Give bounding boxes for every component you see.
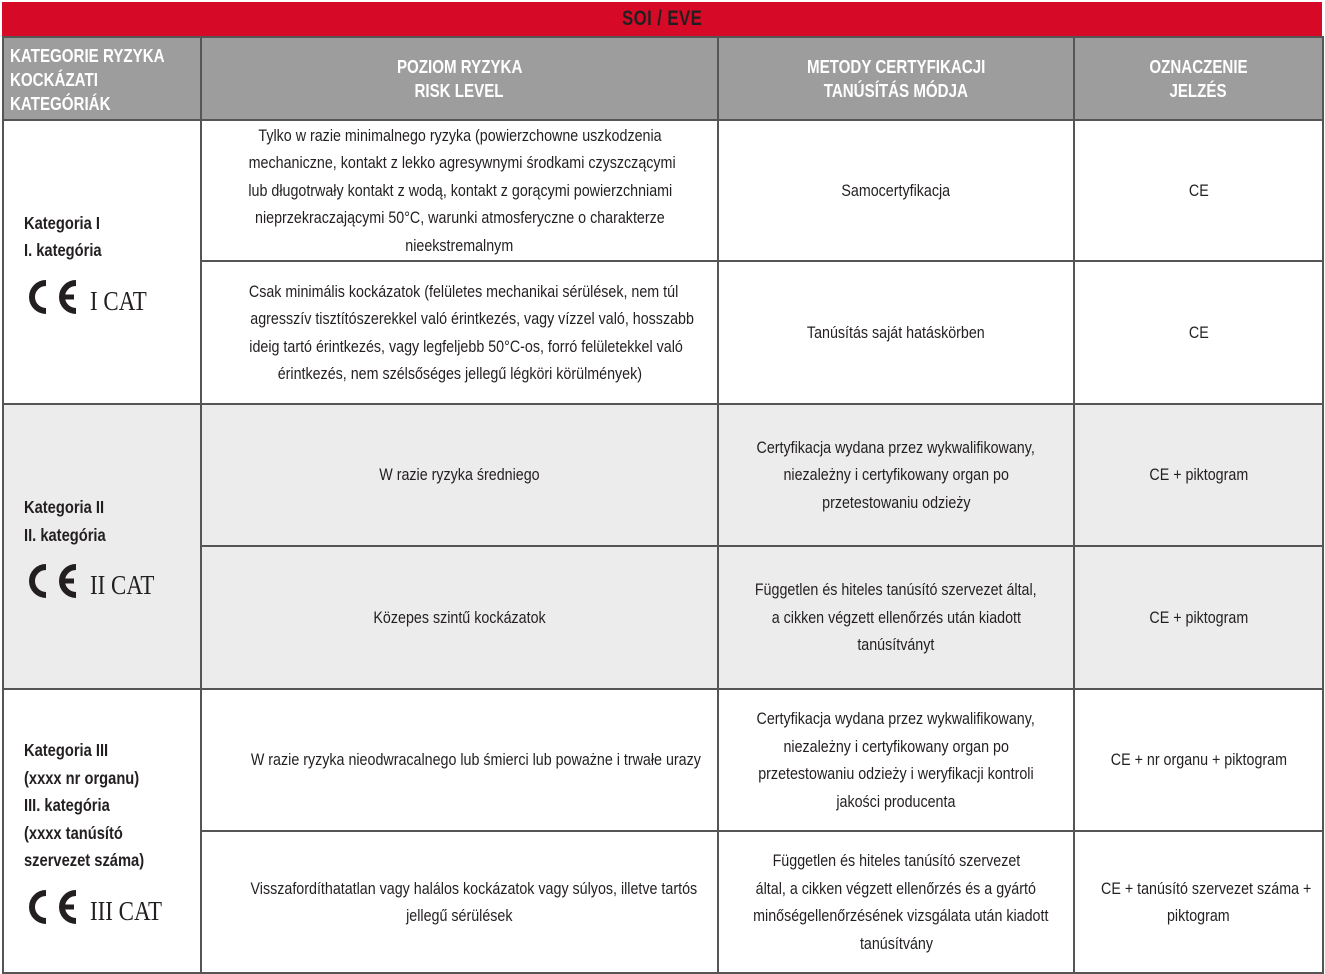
category-line: III. kategória	[24, 795, 110, 816]
risk-level-line: nieekstremalnym	[405, 235, 514, 255]
certification-cell	[718, 120, 1074, 261]
ce-category-mark	[24, 279, 194, 315]
certification-cell	[718, 404, 1074, 546]
marking-cell	[1074, 404, 1323, 546]
marking-cell	[1074, 831, 1323, 973]
risk-level-cell	[201, 404, 718, 546]
certification-cell	[718, 261, 1074, 404]
category-cell	[3, 404, 201, 689]
certification-line: przetestowaniu odzieży	[821, 492, 971, 512]
header-line: POZIOM RYZYKA	[396, 56, 523, 77]
marking-line: CE	[1188, 180, 1209, 200]
certification-cell	[718, 831, 1074, 973]
ce-mark-icon	[24, 563, 82, 599]
risk-level-line: W razie ryzyka średniego	[379, 465, 540, 485]
header-line: KOCKÁZATI	[10, 70, 98, 90]
risk-level-cell	[201, 546, 718, 689]
table-row	[3, 689, 1323, 831]
table-row	[3, 120, 1323, 261]
header-marking	[1074, 37, 1323, 120]
risk-level-line: W razie ryzyka nieodwracalnego lub śmierci lub poważne i trwałe urazy	[250, 750, 701, 770]
certification-line: minőségellenőrzésének vizsgálata után kiadott	[753, 906, 1049, 925]
header-row	[3, 37, 1323, 120]
ce-mark-icon	[24, 889, 82, 925]
marking-cell	[1074, 261, 1323, 404]
marking-line: piktogram	[1167, 906, 1230, 925]
marking-cell	[1074, 120, 1323, 261]
marking-line: CE + piktogram	[1149, 465, 1248, 485]
header-certification-method	[718, 37, 1074, 120]
category-cell	[3, 689, 201, 973]
header-risk-category	[3, 37, 201, 120]
table-body	[3, 120, 1323, 973]
marking-cell	[1074, 689, 1323, 831]
header-line: KATEGORIE RYZYKA	[10, 46, 165, 66]
category-line: I. kategória	[24, 240, 102, 260]
header-line: KATEGÓRIÁK	[10, 94, 111, 114]
ce-category-mark	[24, 563, 194, 599]
certification-line: Certyfikacja wydana przez wykwalifikowany,	[756, 437, 1036, 457]
ce-mark-icon	[24, 279, 82, 315]
header-line: TANÚSÍTÁS MÓDJA	[823, 80, 969, 101]
risk-level-line: ideig tartó érintkezés, vagy legfeljebb 50°C-os, forró felületekkel való	[249, 336, 683, 356]
certification-line: Samocertyfikacja	[841, 180, 951, 200]
certification-line: Független és hiteles tanúsító szervezet	[772, 851, 1020, 870]
risk-level-line: nieprzekraczającymi 50°C, warunki atmosferyczne o charakterze	[254, 208, 665, 228]
certification-line: a cikken végzett ellenőrzés után kiadott	[771, 607, 1021, 627]
category-cell	[3, 120, 201, 404]
risk-level-line: Közepes szintű kockázatok	[373, 607, 546, 627]
certification-line: przetestowaniu odzieży i weryfikacji kontroli	[758, 764, 1034, 783]
marking-line: CE + tanúsító szervezet száma +	[1101, 878, 1312, 898]
table-row	[3, 404, 1323, 546]
category-label: II CAT	[90, 570, 155, 600]
category-label: I CAT	[90, 285, 147, 316]
marking-line: CE + nr organu + piktogram	[1110, 750, 1287, 770]
marking-line: CE + piktogram	[1149, 607, 1248, 627]
risk-level-cell	[201, 831, 718, 973]
header-line: JELZÉS	[1169, 80, 1228, 101]
certification-line: Certyfikacja wydana przez wykwalifikowany,	[756, 709, 1036, 728]
certification-cell	[718, 546, 1074, 689]
certification-cell	[718, 689, 1074, 831]
marking-cell	[1074, 546, 1323, 689]
category-line: Kategoria II	[24, 497, 105, 517]
header-risk-level	[201, 37, 718, 120]
table-title: SOI / EVE	[621, 7, 703, 30]
table-row	[3, 546, 1323, 689]
category-line: Kategoria III	[24, 740, 109, 761]
risk-level-line: Visszafordíthatatlan vagy halálos kockázatok vagy súlyos, illetve tartós	[250, 878, 698, 898]
risk-level-line: lub długotrwały kontakt z wodą, kontakt z gorącymi powierzchniami	[248, 180, 673, 200]
category-line: (xxxx tanúsító	[24, 822, 123, 843]
category-line: (xxxx nr organu)	[24, 767, 140, 788]
certification-line: által, a cikken végzett ellenőrzés és a gyártó	[755, 878, 1037, 898]
category-line: II. kategória	[24, 524, 106, 545]
risk-level-line: agresszív tisztítószerekkel való érintkezés, vagy vízzel való, hosszabb	[250, 309, 694, 328]
risk-level-line: mechaniczne, kontakt z lekko agresywnymi środkami czyszczącymi	[248, 153, 676, 173]
category-line: Kategoria I	[24, 212, 100, 233]
ce-category-mark	[24, 889, 194, 925]
risk-level-cell	[201, 261, 718, 404]
category-label: III CAT	[90, 895, 163, 926]
risk-level-cell	[201, 120, 718, 261]
risk-category-table	[2, 36, 1324, 974]
header-line: RISK LEVEL	[414, 80, 505, 101]
risk-level-line: Tylko w razie minimalnego ryzyka (powierzchowne uszkodzenia	[257, 125, 662, 145]
table-row	[3, 831, 1323, 973]
risk-level-cell	[201, 689, 718, 831]
certification-line: Tanúsítás saját hatáskörben	[807, 322, 985, 342]
category-line: szervezet száma)	[24, 850, 145, 871]
table-title-bar	[2, 2, 1322, 36]
certification-line: Független és hiteles tanúsító szervezet által,	[755, 580, 1037, 600]
header-line: METODY CERTYFIKACJI	[806, 56, 986, 77]
certification-line: niezależny i certyfikowany organ po	[783, 736, 1009, 756]
certification-line: jakości producenta	[836, 791, 956, 811]
table-row	[3, 261, 1323, 404]
risk-level-line: érintkezés, nem szélsőséges jellegű légköri körülmények)	[277, 364, 642, 383]
certification-line: niezależny i certyfikowany organ po	[783, 465, 1009, 485]
risk-level-line: Csak minimális kockázatok (felületes mechanikai sérülések, nem túl	[248, 281, 679, 301]
risk-level-line: jellegű sérülések	[406, 906, 513, 925]
certification-line: tanúsítvány	[859, 933, 933, 953]
marking-line: CE	[1188, 322, 1209, 342]
header-line: OZNACZENIE	[1149, 56, 1248, 77]
certification-line: tanúsítványt	[857, 635, 935, 655]
